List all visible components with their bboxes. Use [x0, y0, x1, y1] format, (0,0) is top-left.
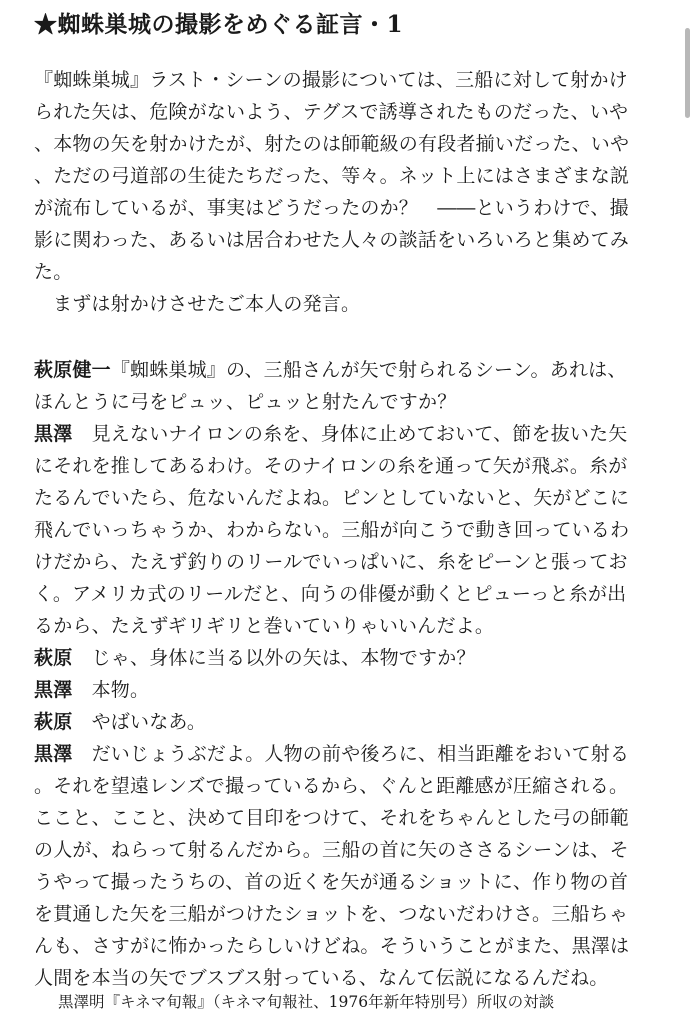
dialogue-continuation: たるんでいたら、危ないんだよね。ピンとしていないと、矢がどこに	[34, 487, 630, 509]
speaker-name: 黒澤	[34, 423, 73, 445]
intro-line: 『蜘蛛巣城』ラスト・シーンの撮影については、三船に対して射かけ	[34, 69, 628, 91]
scrollbar[interactable]	[685, 28, 690, 118]
intro-line: た。	[34, 261, 73, 283]
dialogue-text: だいじょうぶだよ。人物の前や後ろに、相当距離をおいて射る	[72, 743, 630, 765]
intro-line: られた矢は、危険がないよう、テグスで誘導されたものだった、いや	[34, 101, 629, 123]
dialogue-continuation: 人間を本当の矢でブスブス射っている、なんて伝説になるんだね。	[34, 967, 609, 989]
dialogue-text: やばいなあ。	[72, 711, 207, 733]
dialogue-text: 見えないナイロンの糸を、身体に止めておいて、節を抜いた矢	[72, 423, 628, 445]
source-citation: 黒澤明『キネマ旬報』（キネマ旬報社、1976年新年特別号）所収の対談	[58, 993, 555, 1011]
dialogue-text: じゃ、身体に当る以外の矢は、本物ですか？	[72, 647, 476, 669]
dialogue-turn	[34, 354, 676, 386]
dialogue-continuation: うやって撮ったうちの、首の近くを矢が通るショットに、作り物の首	[34, 871, 629, 893]
dialogue-turn	[34, 674, 676, 706]
dialogue-continuation: 飛んでいっちゃうか、わからない。三船が向こうで動き回っているわ	[34, 519, 630, 541]
speaker-name: 萩原	[34, 711, 73, 733]
intro-line: 影に関わった、あるいは居合わせた人々の談話をいろいろと集めてみ	[34, 229, 630, 251]
speaker-name: 黒澤	[34, 679, 73, 701]
dialogue-continuation: にそれを推してあるわけ。そのナイロンの糸を通って矢が飛ぶ。糸が	[34, 455, 628, 477]
dialogue-turn	[34, 738, 676, 770]
dialogue-transcript	[34, 354, 676, 994]
speaker-name: 萩原	[34, 647, 73, 669]
dialogue-text: 本物。	[72, 679, 150, 701]
speaker-name: 萩原健一	[34, 359, 111, 381]
intro-paragraph	[34, 64, 676, 320]
dialogue-continuation: を貫通した矢を三船がつけたショットを、つないだわけさ。三船ちゃ	[34, 903, 629, 925]
dialogue-continuation: ほんとうに弓をピュッ、ピュッと射たんですか？	[34, 391, 457, 413]
dialogue-continuation: んも、さすがに怖かったらしいけどね。そういうことがまた、黒澤は	[34, 935, 630, 957]
dialogue-continuation: けだから、たえず釣りのリールでいっぱいに、糸をピーンと張ってお	[34, 551, 628, 573]
page-title: ★蜘蛛巣城の撮影をめぐる証言・1	[34, 11, 404, 38]
dialogue-continuation: るから、たえずギリギリと巻いていりゃいいんだよ。	[34, 615, 495, 637]
intro-line: が流布しているが、事実はどうだったのか？ ――というわけで、撮	[34, 197, 629, 219]
intro-second-paragraph: まずは射かけさせたご本人の発言。	[53, 293, 361, 315]
dialogue-continuation: ここと、ここと、決めて目印をつけて、それをちゃんとした弓の師範	[34, 807, 629, 829]
dialogue-turn	[34, 642, 676, 674]
dialogue-turn	[34, 418, 676, 450]
intro-line: 、本物の矢を射かけたが、射たのは師範級の有段者揃いだった、いや	[34, 133, 630, 155]
dialogue-continuation: の人が、ねらって射るんだから。三船の首に矢のささるシーンは、そ	[34, 839, 629, 861]
intro-line: 、ただの弓道部の生徒たちだった、等々。ネット上にはさまざまな説	[34, 165, 630, 187]
dialogue-continuation: く。アメリカ式のリールだと、向うの俳優が動くとピューっと糸が出	[34, 583, 627, 605]
dialogue-turn	[34, 706, 676, 738]
dialogue-text: 『蜘蛛巣城』の、三船さんが矢で射られるシーン。あれは、	[110, 359, 627, 381]
speaker-name: 黒澤	[34, 743, 73, 765]
dialogue-continuation: 。それを望遠レンズで撮っているから、ぐんと距離感が圧縮される。	[34, 775, 629, 797]
